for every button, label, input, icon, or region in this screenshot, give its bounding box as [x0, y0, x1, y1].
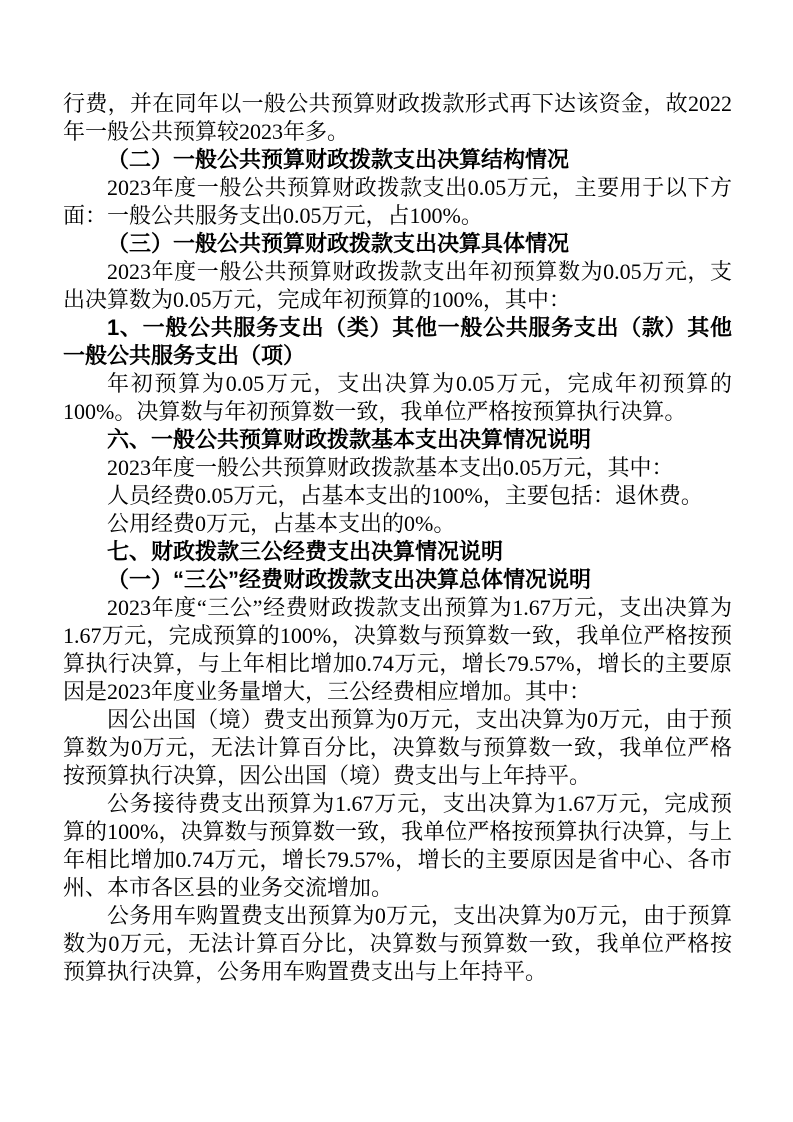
body-paragraph: 行费，并在同年以一般公共预算财政拨款形式再下达该资金，故2022年一般公共预算较2023年多。 [63, 91, 732, 144]
section-heading: （三）一般公共预算财政拨款支出决算具体情况 [107, 231, 570, 256]
body-paragraph: 年初预算为0.05万元，支出决算为0.05万元，完成年初预算的100%。决算数与年初预算数一致，我单位严格按预算执行决算。 [63, 371, 732, 424]
body-paragraph: 2023年度“三公”经费财政拨款支出预算为1.67万元，支出决算为1.67万元，完成预算的100%，决算数与预算数一致，我单位严格按预算执行决算，与上年相比增加0.74万元，增长79.57%，增长的主要原因是2023年度业务量增大，三公经费相应增加。其中： [63, 595, 732, 704]
document-text-block [63, 90, 732, 986]
section-heading: （一）“三公”经费财政拨款支出决算总体情况说明 [107, 567, 592, 592]
body-paragraph: 2023年度一般公共预算财政拨款基本支出0.05万元，其中： [107, 455, 674, 480]
body-paragraph: 因公出国（境）费支出预算为0万元，支出决算为0万元，由于预算数为0万元，无法计算百分比，决算数与预算数一致，我单位严格按预算执行决算，因公出国（境）费支出与上年持平。 [63, 707, 732, 788]
body-paragraph: 人员经费0.05万元，占基本支出的100%，主要包括：退休费。 [107, 483, 703, 508]
body-paragraph: 公用经费0万元，占基本支出的0%。 [107, 511, 456, 536]
body-paragraph: 公务用车购置费支出预算为0万元，支出决算为0万元，由于预算数为0万元，无法计算百分比，决算数与预算数一致，我单位严格按预算执行决算，公务用车购置费支出与上年持平。 [63, 903, 732, 984]
body-paragraph: 公务接待费支出预算为1.67万元，支出决算为1.67万元，完成预算的100%，决算数与预算数一致，我单位严格按预算执行决算，与上年相比增加0.74万元，增长79.57%，增长的主要原因是省中心、各市州、本市各区县的业务交流增加。 [63, 791, 732, 900]
section-heading: （二）一般公共预算财政拨款支出决算结构情况 [107, 147, 570, 172]
section-heading: 1、一般公共服务支出（类）其他一般公共服务支出（款）其他一般公共服务支出（项） [63, 315, 732, 368]
body-paragraph: 2023年度一般公共预算财政拨款支出年初预算数为0.05万元，支出决算数为0.05万元，完成年初预算的100%，其中： [63, 259, 732, 312]
body-paragraph: 2023年度一般公共预算财政拨款支出0.05万元，主要用于以下方面：一般公共服务支出0.05万元，占100%。 [63, 175, 732, 228]
section-heading: 六、一般公共预算财政拨款基本支出决算情况说明 [107, 427, 592, 452]
section-heading: 七、财政拨款三公经费支出决算情况说明 [107, 539, 504, 564]
